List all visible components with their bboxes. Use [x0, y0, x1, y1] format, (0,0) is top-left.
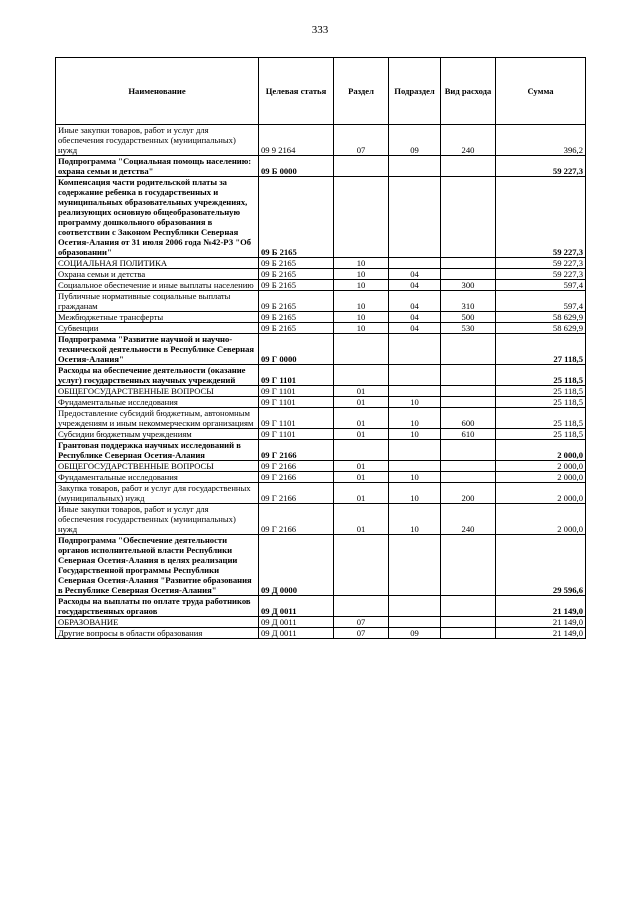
cell-subsection — [389, 617, 441, 628]
cell-name: СОЦИАЛЬНАЯ ПОЛИТИКА — [56, 258, 259, 269]
table-row — [56, 596, 586, 617]
cell-type — [441, 269, 496, 280]
table-row — [56, 483, 586, 504]
cell-sum: 59 227,3 — [496, 258, 586, 269]
table-row — [56, 628, 586, 639]
cell-name: Закупка товаров, работ и услуг для государственных (муниципальных) нужд — [56, 483, 259, 504]
cell-name: Подпрограмма "Обеспечение деятельности органов исполнительной власти Республики Северная Осетия-Алания в целях реализации Государственной программы Республики Северная Осетия-Алания "Развитие образования в Республике Северная Осетия-Алания" — [56, 535, 259, 596]
cell-section: 10 — [334, 323, 389, 334]
cell-name: Фундаментальные исследования — [56, 397, 259, 408]
cell-type: 500 — [441, 312, 496, 323]
cell-sum: 21 149,0 — [496, 628, 586, 639]
cell-name: Расходы на обеспечение деятельности (оказание услуг) государственных научных учреждений — [56, 365, 259, 386]
cell-section: 01 — [334, 472, 389, 483]
cell-section: 07 — [334, 125, 389, 156]
cell-section: 10 — [334, 291, 389, 312]
cell-type — [441, 397, 496, 408]
cell-sum: 2 000,0 — [496, 440, 586, 461]
cell-type — [441, 472, 496, 483]
cell-type — [441, 461, 496, 472]
cell-name: Субсидии бюджетным учреждениям — [56, 429, 259, 440]
cell-target: 09 Д 0011 — [259, 628, 334, 639]
cell-subsection: 09 — [389, 628, 441, 639]
cell-name: Подпрограмма "Социальная помощь населению: охрана семьи и детства" — [56, 156, 259, 177]
cell-name: Социальное обеспечение и иные выплаты населению — [56, 280, 259, 291]
header-name: Наименование — [56, 58, 259, 125]
cell-subsection — [389, 535, 441, 596]
cell-target: 09 Б 2165 — [259, 280, 334, 291]
cell-section: 07 — [334, 617, 389, 628]
table-row — [56, 504, 586, 535]
cell-section: 10 — [334, 269, 389, 280]
cell-type: 600 — [441, 408, 496, 429]
cell-sum: 59 227,3 — [496, 156, 586, 177]
cell-name: Фундаментальные исследования — [56, 472, 259, 483]
cell-name: ОБЩЕГОСУДАРСТВЕННЫЕ ВОПРОСЫ — [56, 386, 259, 397]
cell-target: 09 Г 1101 — [259, 386, 334, 397]
cell-name: Охрана семьи и детства — [56, 269, 259, 280]
table-row — [56, 386, 586, 397]
table-row — [56, 365, 586, 386]
cell-subsection: 04 — [389, 312, 441, 323]
cell-target: 09 Г 2166 — [259, 504, 334, 535]
cell-subsection: 04 — [389, 280, 441, 291]
cell-section — [334, 156, 389, 177]
cell-type — [441, 596, 496, 617]
table-row — [56, 334, 586, 365]
cell-subsection — [389, 334, 441, 365]
cell-sum: 21 149,0 — [496, 596, 586, 617]
cell-target: 09 Г 2166 — [259, 472, 334, 483]
cell-name: Субвенции — [56, 323, 259, 334]
cell-sum: 25 118,5 — [496, 429, 586, 440]
cell-section: 01 — [334, 483, 389, 504]
header-sum: Сумма — [496, 58, 586, 125]
table-row — [56, 156, 586, 177]
page-number: 333 — [311, 24, 329, 36]
cell-name: Публичные нормативные социальные выплаты гражданам — [56, 291, 259, 312]
table-row — [56, 280, 586, 291]
cell-sum: 25 118,5 — [496, 365, 586, 386]
cell-type — [441, 258, 496, 269]
cell-target: 09 Г 1101 — [259, 429, 334, 440]
header-target: Целевая статья — [259, 58, 334, 125]
cell-subsection — [389, 596, 441, 617]
cell-sum: 25 118,5 — [496, 386, 586, 397]
cell-subsection: 10 — [389, 483, 441, 504]
cell-type — [441, 365, 496, 386]
cell-section: 07 — [334, 628, 389, 639]
cell-sum: 2 000,0 — [496, 483, 586, 504]
cell-sum: 396,2 — [496, 125, 586, 156]
cell-section: 01 — [334, 504, 389, 535]
cell-type — [441, 617, 496, 628]
table-row — [56, 472, 586, 483]
cell-type — [441, 177, 496, 258]
table-row — [56, 440, 586, 461]
cell-section — [334, 440, 389, 461]
table-row — [56, 617, 586, 628]
cell-sum: 25 118,5 — [496, 408, 586, 429]
table-row — [56, 429, 586, 440]
cell-subsection — [389, 440, 441, 461]
cell-target: 09 Г 1101 — [259, 408, 334, 429]
cell-name: Компенсация части родительской платы за содержание ребенка в государственных и муниципальных образовательных учреждениях, реализующих основную общеобразовательную программу дошкольного образования в соответствии с Законом Республики Северная Осетия-Алания от 31 июля 2006 года №42-РЗ "Об образовании" — [56, 177, 259, 258]
header-expense-type: Вид расхода — [441, 58, 496, 125]
cell-type: 200 — [441, 483, 496, 504]
cell-target: 09 Г 1101 — [259, 397, 334, 408]
cell-subsection: 04 — [389, 269, 441, 280]
cell-type: 610 — [441, 429, 496, 440]
cell-subsection: 10 — [389, 429, 441, 440]
cell-subsection — [389, 365, 441, 386]
cell-target: 09 Б 2165 — [259, 312, 334, 323]
cell-type — [441, 386, 496, 397]
cell-name: Грантовая поддержка научных исследований в Республике Северная Осетия-Алания — [56, 440, 259, 461]
cell-target: 09 Д 0011 — [259, 617, 334, 628]
cell-section — [334, 365, 389, 386]
cell-section: 01 — [334, 429, 389, 440]
cell-target: 09 Б 0000 — [259, 156, 334, 177]
cell-target: 09 Д 0011 — [259, 596, 334, 617]
cell-target: 09 Д 0000 — [259, 535, 334, 596]
cell-sum: 2 000,0 — [496, 472, 586, 483]
cell-sum: 2 000,0 — [496, 504, 586, 535]
cell-type — [441, 156, 496, 177]
cell-section: 01 — [334, 397, 389, 408]
cell-sum: 29 596,6 — [496, 535, 586, 596]
cell-type — [441, 334, 496, 365]
cell-section: 10 — [334, 280, 389, 291]
cell-type: 240 — [441, 504, 496, 535]
cell-name: Подпрограмма "Развитие научной и научно-технической деятельности в Республике Северная Осетия-Алания" — [56, 334, 259, 365]
cell-name: Расходы на выплаты по оплате труда работников государственных органов — [56, 596, 259, 617]
cell-sum: 58 629,9 — [496, 312, 586, 323]
table-row — [56, 269, 586, 280]
cell-subsection — [389, 156, 441, 177]
cell-sum: 2 000,0 — [496, 461, 586, 472]
table-row — [56, 461, 586, 472]
cell-section — [334, 177, 389, 258]
budget-table — [55, 57, 586, 639]
cell-section — [334, 334, 389, 365]
cell-name: Иные закупки товаров, работ и услуг для обеспечения государственных (муниципальных) нужд — [56, 504, 259, 535]
cell-subsection: 10 — [389, 504, 441, 535]
header-section: Раздел — [334, 58, 389, 125]
cell-subsection: 10 — [389, 472, 441, 483]
header-subsection: Подраздел — [389, 58, 441, 125]
cell-target: 09 Б 2165 — [259, 177, 334, 258]
table-row — [56, 177, 586, 258]
table-row — [56, 408, 586, 429]
cell-type — [441, 535, 496, 596]
table-row — [56, 323, 586, 334]
cell-subsection: 04 — [389, 291, 441, 312]
table-row — [56, 125, 586, 156]
cell-subsection — [389, 177, 441, 258]
cell-subsection: 10 — [389, 397, 441, 408]
cell-section: 10 — [334, 258, 389, 269]
cell-subsection: 09 — [389, 125, 441, 156]
cell-subsection — [389, 258, 441, 269]
cell-section — [334, 535, 389, 596]
cell-target: 09 Б 2165 — [259, 269, 334, 280]
cell-name: Иные закупки товаров, работ и услуг для обеспечения государственных (муниципальных) нужд — [56, 125, 259, 156]
cell-subsection — [389, 461, 441, 472]
cell-section — [334, 596, 389, 617]
cell-type — [441, 628, 496, 639]
cell-section: 10 — [334, 312, 389, 323]
cell-sum: 27 118,5 — [496, 334, 586, 365]
cell-target: 09 9 2164 — [259, 125, 334, 156]
cell-section: 01 — [334, 386, 389, 397]
cell-type: 240 — [441, 125, 496, 156]
cell-target: 09 Б 2165 — [259, 258, 334, 269]
cell-type: 530 — [441, 323, 496, 334]
table-row — [56, 258, 586, 269]
cell-target: 09 Г 2166 — [259, 461, 334, 472]
cell-name: Другие вопросы в области образования — [56, 628, 259, 639]
cell-target: 09 Б 2165 — [259, 291, 334, 312]
table-row — [56, 312, 586, 323]
table-row — [56, 535, 586, 596]
table-row — [56, 397, 586, 408]
cell-name: Межбюджетные трансферты — [56, 312, 259, 323]
cell-type: 300 — [441, 280, 496, 291]
cell-target: 09 Г 2166 — [259, 440, 334, 461]
cell-section: 01 — [334, 408, 389, 429]
table-header-row — [56, 58, 586, 125]
cell-name: ОБРАЗОВАНИЕ — [56, 617, 259, 628]
cell-sum: 59 227,3 — [496, 269, 586, 280]
cell-sum: 597,4 — [496, 280, 586, 291]
cell-type: 310 — [441, 291, 496, 312]
cell-target: 09 Г 0000 — [259, 334, 334, 365]
cell-name: ОБЩЕГОСУДАРСТВЕННЫЕ ВОПРОСЫ — [56, 461, 259, 472]
cell-target: 09 Г 1101 — [259, 365, 334, 386]
cell-sum: 21 149,0 — [496, 617, 586, 628]
cell-target: 09 Г 2166 — [259, 483, 334, 504]
cell-subsection: 04 — [389, 323, 441, 334]
cell-section: 01 — [334, 461, 389, 472]
cell-subsection: 10 — [389, 408, 441, 429]
cell-sum: 58 629,9 — [496, 323, 586, 334]
cell-name: Предоставление субсидий бюджетным, автономным учреждениям и иным некоммерческим организациям — [56, 408, 259, 429]
cell-type — [441, 440, 496, 461]
cell-subsection — [389, 386, 441, 397]
cell-sum: 59 227,3 — [496, 177, 586, 258]
cell-sum: 25 118,5 — [496, 397, 586, 408]
cell-target: 09 Б 2165 — [259, 323, 334, 334]
cell-sum: 597,4 — [496, 291, 586, 312]
table-row — [56, 291, 586, 312]
